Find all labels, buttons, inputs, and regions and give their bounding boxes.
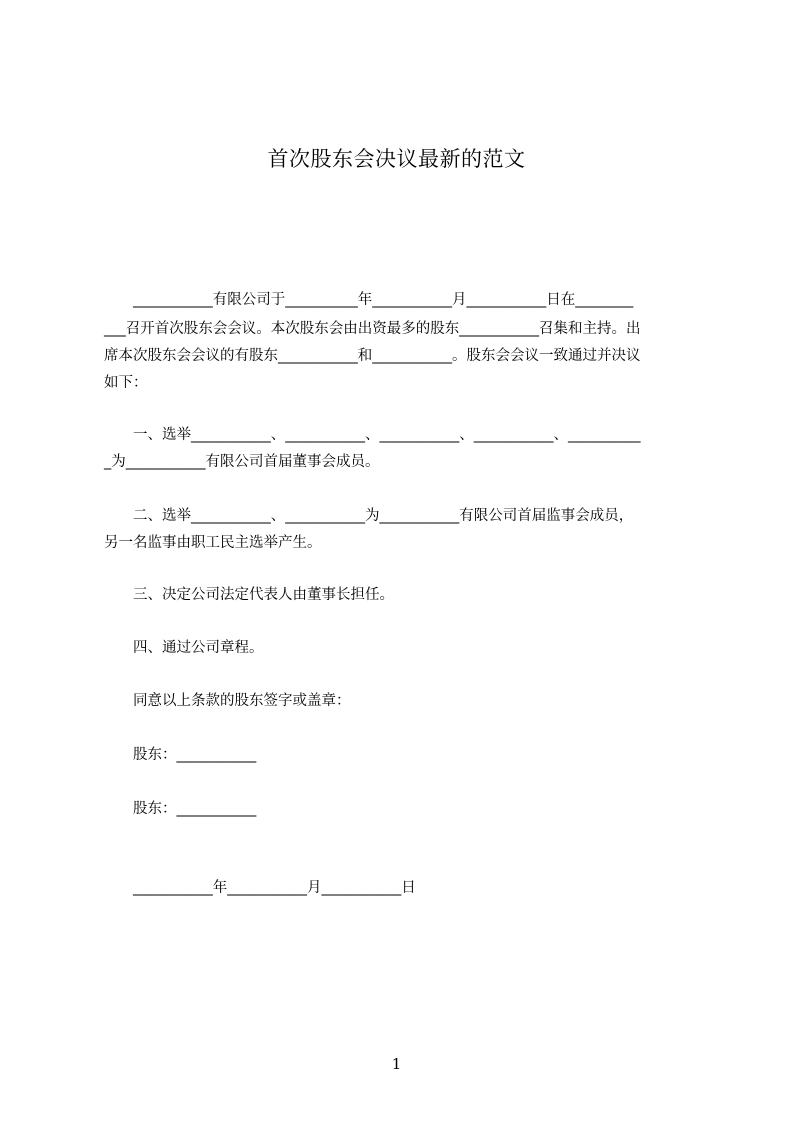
resolution-2-line: 另一名监事由职工民主选举产生。 (104, 535, 322, 551)
resolution-1-line: _为___________有限公司首届董事会成员。 (104, 454, 380, 470)
shareholder-signature-line: 股东：___________ (104, 801, 257, 817)
resolution-4: 四、通过公司章程。 (104, 640, 264, 656)
page-number: 1 (391, 1055, 402, 1073)
paragraph-line: 如下： (104, 375, 148, 391)
date-line: ___________年___________月___________日 (104, 880, 416, 896)
paragraph-line: 席本次股东会会议的有股东___________和___________。股东会会议一致通过并决议 (104, 348, 641, 364)
resolution-1-line: 一、选举___________、___________、___________、___________、__________ (104, 427, 641, 443)
document-title: 首次股东会决议最新的范文 (267, 147, 526, 171)
paragraph-line: ___召开首次股东会会议。本次股东会由出资最多的股东___________召集和主持。出 (104, 321, 641, 337)
resolution-3: 三、决定公司法定代表人由董事长担任。 (104, 587, 394, 603)
resolution-2-line: 二、选举___________、___________为___________有限公司首届监事会成员， (104, 508, 634, 524)
consent-statement: 同意以上条款的股东签字或盖章： (104, 693, 351, 709)
paragraph-line: ___________有限公司于__________年___________月___________日在________ (104, 292, 634, 308)
shareholder-signature-line: 股东：___________ (104, 747, 257, 763)
